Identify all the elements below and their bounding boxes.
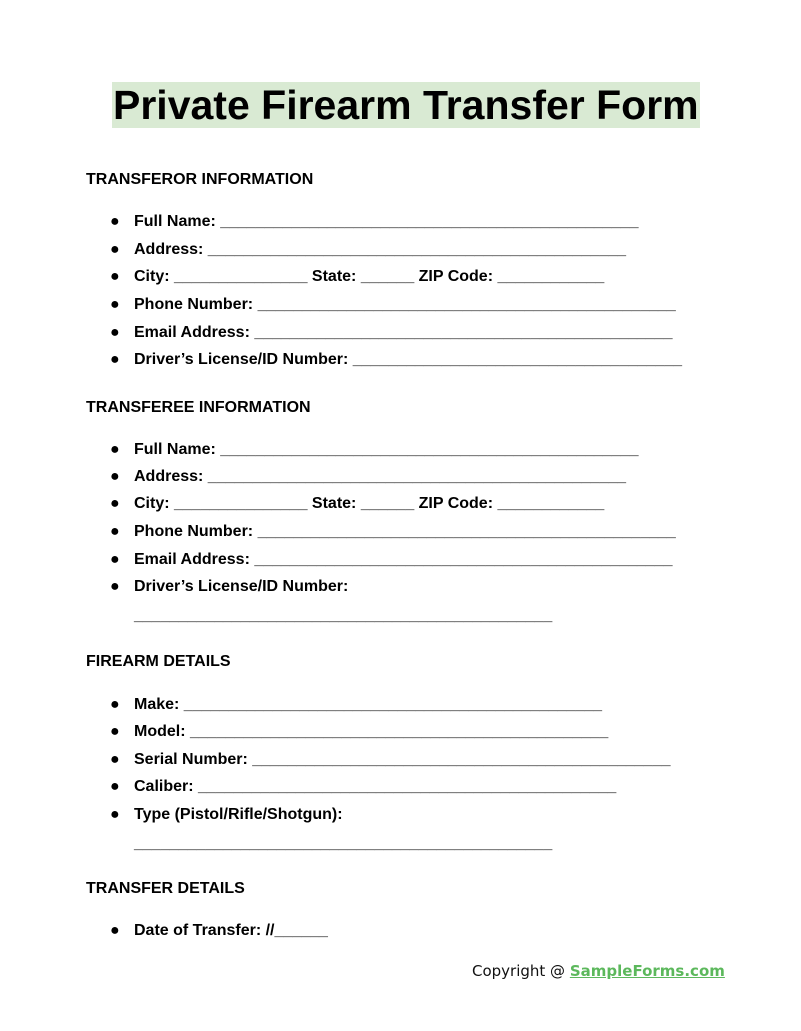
copyright-footer [472,962,725,980]
bullet-icon: ● [110,523,120,540]
transferee-full-name-field[interactable] [110,440,638,460]
field-label: Driver’s License/ID Number: [134,578,349,595]
section-heading-transferor: TRANSFEROR INFORMATION [86,171,314,188]
bullet-icon: ● [110,213,120,230]
sampleforms-link[interactable]: SampleForms.com [569,962,725,980]
transferor-address-field[interactable] [110,240,626,260]
transferor-phone-field[interactable] [110,295,676,315]
firearm-caliber-field[interactable] [110,777,616,797]
copyright-prefix: Copyright @ [472,962,570,980]
bullet-icon: ● [110,495,120,512]
field-label: Make: _______________________________________________ [134,696,603,713]
bullet-icon: ● [110,296,120,313]
field-label: Email Address: _______________________________________________ [134,551,673,568]
bullet-icon: ● [110,351,120,368]
firearm-type-field[interactable] [110,805,343,825]
section-heading-transferee: TRANSFEREE INFORMATION [86,399,311,416]
transferor-license-field[interactable] [110,350,682,370]
field-label: Full Name: _______________________________________________ [134,213,639,230]
bullet-icon: ● [110,696,120,713]
bullet-icon: ● [110,806,120,823]
bullet-icon: ● [110,441,120,458]
field-label: City: _______________ State: ______ ZIP Code: ____________ [134,268,605,285]
section-heading-firearm: FIREARM DETAILS [86,653,231,670]
bullet-icon: ● [110,751,120,768]
field-label: Phone Number: _______________________________________________ [134,296,676,313]
bullet-icon: ● [110,551,120,568]
bullet-icon: ● [110,241,120,258]
bullet-icon: ● [110,723,120,740]
bullet-icon: ● [110,268,120,285]
field-label: City: _______________ State: ______ ZIP Code: ____________ [134,495,605,512]
transferor-city-state-zip-field[interactable] [110,267,604,287]
field-label: Email Address: _______________________________________________ [134,324,673,341]
transferee-address-field[interactable] [110,467,626,487]
firearm-make-field[interactable] [110,695,602,715]
field-label: Type (Pistol/Rifle/Shotgun): [134,806,343,823]
transferor-email-field[interactable] [110,323,673,343]
bullet-icon: ● [110,578,120,595]
firearm-type-line[interactable]: _______________________________________________ [134,835,553,852]
firearm-model-field[interactable] [110,722,608,742]
transferor-full-name-field[interactable] [110,212,638,232]
field-label: Model: _______________________________________________ [134,723,609,740]
bullet-icon: ● [110,468,120,485]
transferee-license-line[interactable]: _______________________________________________ [134,607,553,624]
transferee-phone-field[interactable] [110,522,676,542]
field-label: Driver’s License/ID Number: _____________________________________ [134,351,682,368]
transferee-license-field[interactable] [110,577,348,597]
bullet-icon: ● [110,324,120,341]
transferee-email-field[interactable] [110,550,673,570]
bullet-icon: ● [110,778,120,795]
firearm-serial-field[interactable] [110,750,670,770]
field-label: Phone Number: _______________________________________________ [134,523,676,540]
transfer-date-field[interactable] [110,921,328,941]
field-label: Date of Transfer: //______ [134,922,328,939]
field-label: Serial Number: _______________________________________________ [134,751,671,768]
field-label: Caliber: _______________________________________________ [134,778,617,795]
page-title: Private Firearm Transfer Form [113,82,699,128]
field-label: Address: _______________________________________________ [134,241,627,258]
field-label: Address: _______________________________________________ [134,468,627,485]
transferee-city-state-zip-field[interactable] [110,494,604,514]
section-heading-transfer: TRANSFER DETAILS [86,880,245,897]
bullet-icon: ● [110,922,120,939]
field-label: Full Name: _______________________________________________ [134,441,639,458]
